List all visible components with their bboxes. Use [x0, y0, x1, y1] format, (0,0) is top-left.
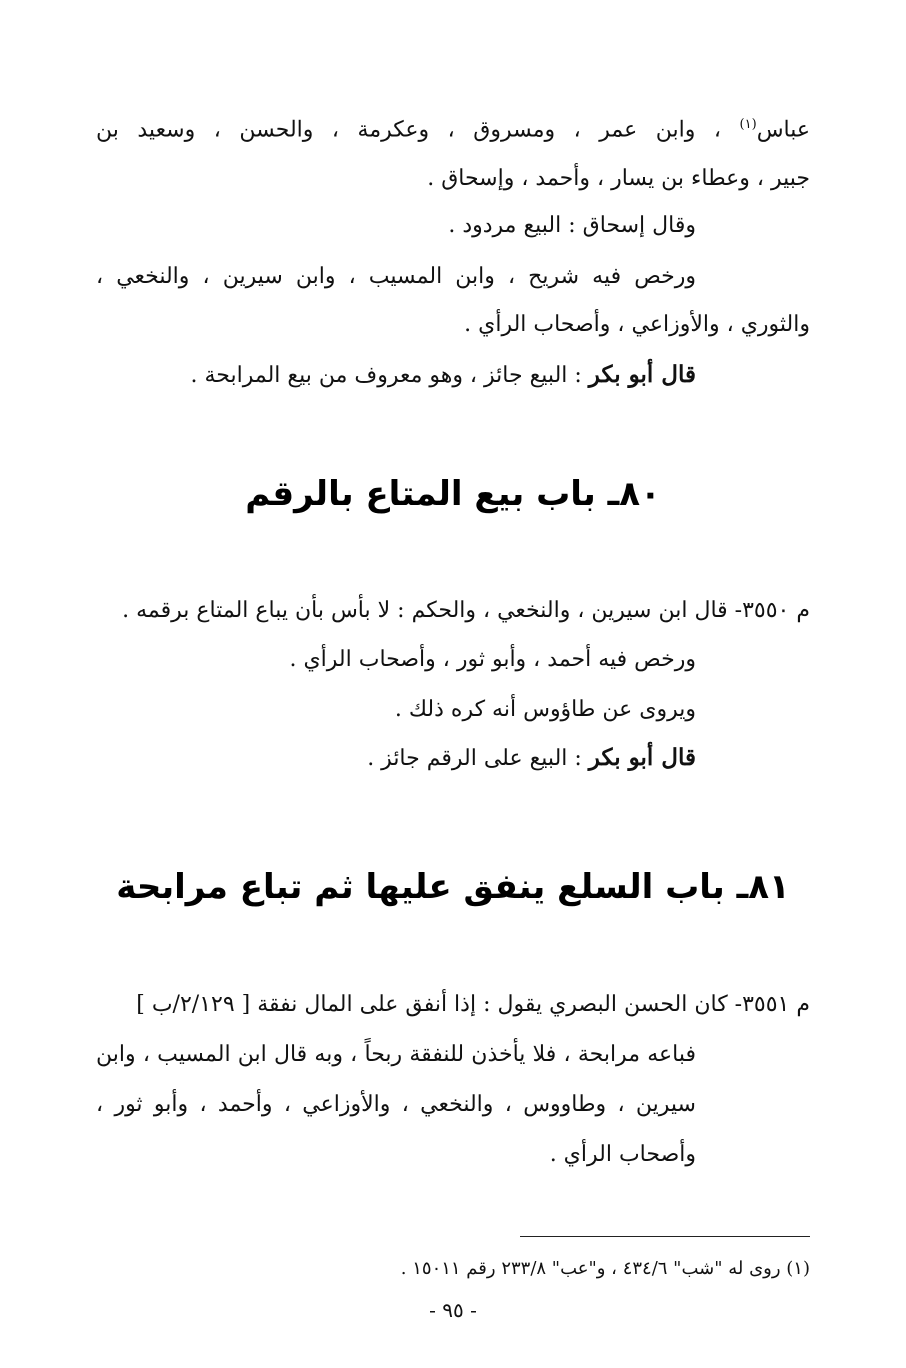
text-line-2: جبير ، وعطاء بن يسار ، وأحمد ، وإسحاق . [427, 166, 810, 191]
entry-3550-line-1 [122, 596, 810, 626]
entry-3550-first: قال ابن سيرين ، والنخعي ، والحكم : لا بأس بأن يباع المتاع برقمه . [122, 598, 728, 623]
entry-3551-number: م ٣٥٥١- [734, 992, 810, 1017]
text-line-5: والثوري ، والأوزاعي ، وأصحاب الرأي . [464, 312, 810, 337]
entry-3551-line-3: سيرين ، وطاووس ، والنخعي ، والأوزاعي ، وأحمد ، وأبو ثور ، [96, 1092, 696, 1117]
text-line-3: وقال إسحاق : البيع مردود . [448, 213, 696, 238]
abu-bakr-label: قال أبو بكر [588, 361, 696, 388]
abu-bakr-text-2: : البيع على الرقم جائز . [367, 746, 582, 771]
page-number: - ٩٥ - [429, 1298, 477, 1322]
chapter-heading-80: ٨٠ـ باب بيع المتاع بالرقم [245, 474, 661, 514]
chapter-heading-81: ٨١ـ باب السلع ينفق عليها ثم تباع مرابحة [116, 867, 790, 907]
entry-3550-line-3: ويروى عن طاؤوس أنه كره ذلك . [394, 697, 696, 722]
text-line-4: ورخص فيه شريح ، وابن المسيب ، وابن سيرين ، والنخعي ، [96, 264, 696, 289]
entry-3551-line-1 [136, 990, 810, 1020]
abu-bakr-label-2: قال أبو بكر [588, 744, 696, 771]
entry-3550-number: م ٣٥٥٠- [734, 598, 810, 623]
entry-3551-first: كان الحسن البصري يقول : إذا أنفق على المال نفقة [ ٢/١٢٩/ب ] [136, 992, 728, 1017]
line-1-rest: ، وابن عمر ، ومسروق ، وعكرمة ، والحسن ، وسعيد بن [96, 117, 722, 143]
abu-bakr-line-1 [191, 360, 696, 391]
footnote-divider [520, 1236, 810, 1237]
entry-3551-line-2: فباعه مرابحة ، فلا يأخذن للنفقة ربحاً ، وبه قال ابن المسيب ، وابن [96, 1042, 696, 1067]
entry-3550-line-2: ورخص فيه أحمد ، وأبو ثور ، وأصحاب الرأي . [289, 647, 696, 672]
word-abbas: عباس [756, 117, 811, 143]
abu-bakr-line-2 [367, 743, 696, 774]
entry-3551-line-4: وأصحاب الرأي . [549, 1142, 696, 1167]
footnote-text: (١) روى له "شب" ٤٣٤/٦ ، و"عب" ٢٣٣/٨ رقم ١٥٠١١ . [400, 1258, 810, 1279]
abu-bakr-text: : البيع جائز ، وهو معروف من بيع المرابحة . [190, 363, 582, 388]
footnote-marker[interactable]: (١) [739, 117, 757, 132]
text-line-1 [96, 110, 810, 145]
